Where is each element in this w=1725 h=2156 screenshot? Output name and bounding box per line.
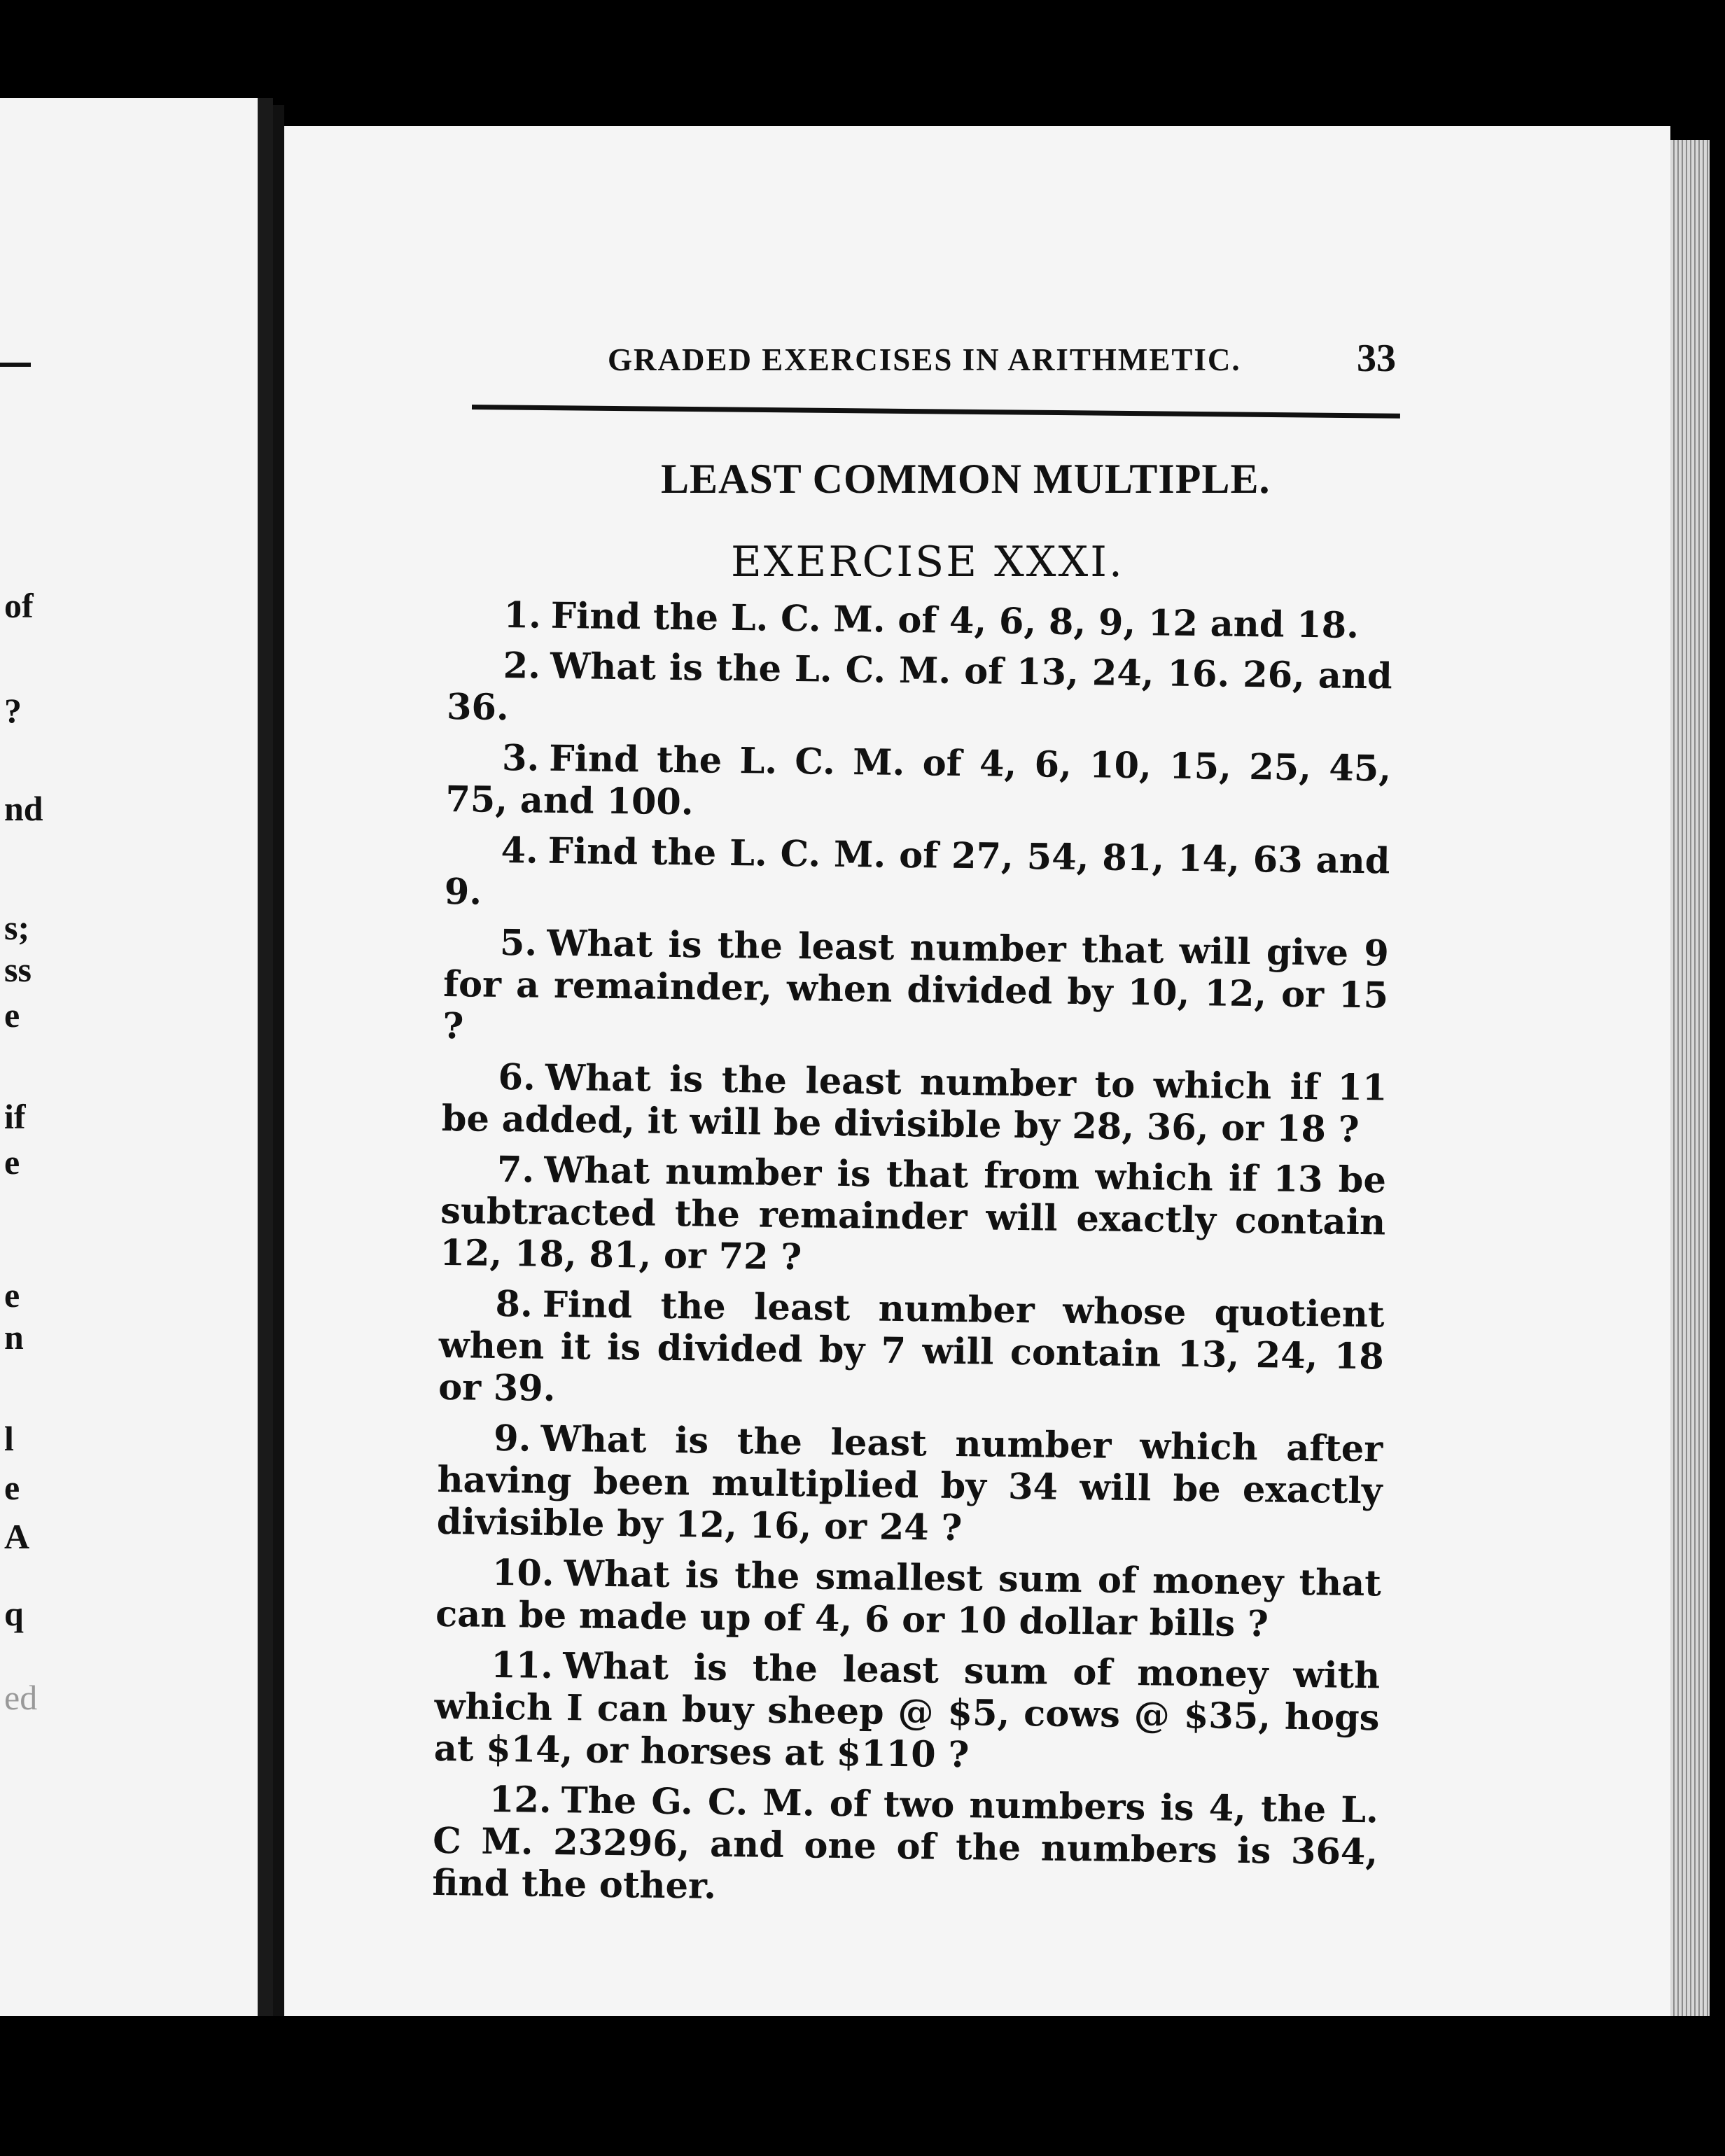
problem-item: [436, 1417, 1383, 1554]
exercise-title: EXERCISE XXXI.: [731, 538, 1124, 587]
facing-page-fragment: q: [4, 1594, 24, 1633]
problem-item: [442, 921, 1389, 1058]
facing-page-fragment: e: [4, 1142, 20, 1182]
facing-page-fragment: ed: [4, 1678, 38, 1717]
problem-number: 10.: [491, 1551, 555, 1595]
problem-item: [441, 1056, 1387, 1151]
problem-text: What is the least sum of money with which I can buy sheep @ $5, cows @ $35, hogs at $14, or horses at $110 ?: [433, 1645, 1381, 1777]
problem-item: [445, 736, 1391, 832]
facing-page-fragment: if: [4, 1097, 26, 1136]
problem-text: What is the L. C. M. of 13, 24, 16. 26, and 36.: [446, 645, 1393, 729]
page-number: 33: [1357, 337, 1396, 380]
problem-text: What is the least number which after having been multiplied by 34 will be exactly divisible by 12, 16, or 24 ?: [436, 1418, 1383, 1550]
facing-page-fragment: nd: [4, 789, 43, 828]
problem-item: [440, 1148, 1386, 1285]
problem-text: Find the L. C. M. of 4, 6, 10, 15, 25, 45, 75, and 100.: [445, 737, 1392, 824]
problem-text: Find the L. C. M. of 4, 6, 8, 9, 12 and 18.: [550, 594, 1360, 647]
problem-list: [432, 594, 1393, 1924]
facing-page-fragment: ss: [4, 950, 32, 989]
book-gutter: [258, 98, 273, 2016]
running-title: GRADED EXERCISES IN ARITHMETIC.: [608, 342, 1241, 377]
problem-number: 2.: [503, 644, 541, 687]
problem-text: Find the least number whose quotient when it is divided by 7 will contain 13, 24, 18 or 39.: [438, 1283, 1385, 1410]
problem-item: [435, 1551, 1381, 1646]
problem-item: [438, 1282, 1385, 1420]
facing-page-fragment: e: [4, 995, 20, 1035]
facing-page-fragment: A: [4, 1517, 30, 1556]
problem-text: Find the L. C. M. of 27, 54, 81, 14, 63 and 9.: [444, 830, 1390, 913]
problem-item: [444, 829, 1390, 924]
problem-item: [433, 1644, 1380, 1781]
facing-page-left: [0, 98, 258, 2016]
problem-number: 1.: [503, 594, 542, 637]
problem-number: 12.: [489, 1778, 552, 1821]
problem-text: What number is that from which if 13 be subtracted the remainder will exactly contain 12, 18, 81, or 72 ?: [440, 1149, 1387, 1279]
problem-text: What is the smallest sum of money that can be made up of 4, 6 or 10 dollar bills ?: [435, 1553, 1382, 1646]
book-spine-shadow: [273, 105, 284, 2016]
problem-number: 4.: [501, 829, 539, 872]
facing-page-rule: [0, 363, 31, 367]
problem-number: 8.: [495, 1282, 533, 1326]
section-title: LEAST COMMON MULTIPLE.: [661, 456, 1271, 502]
problem-number: 6.: [498, 1056, 536, 1099]
problem-number: 3.: [501, 736, 540, 780]
problem-number: 9.: [493, 1417, 531, 1460]
page-edges: [1670, 140, 1710, 2016]
problem-number: 11.: [490, 1644, 554, 1687]
facing-page-fragment: s;: [4, 908, 30, 947]
facing-page-fragment: e: [4, 1468, 20, 1507]
facing-page-fragment: of: [4, 586, 34, 625]
problem-text: What is the least number to which if 11 be added, it will be divisible by 28, 36, or 18 ?: [441, 1056, 1388, 1151]
facing-page-fragment: ?: [4, 691, 22, 730]
facing-page-fragment: l: [4, 1419, 14, 1458]
problem-item: [447, 644, 1392, 739]
problem-number: 5.: [499, 921, 538, 965]
problem-number: 7.: [496, 1148, 535, 1191]
problem-text: What is the least number that will give 9 for a remainder, when divided by 10, 12, or 15 ?: [442, 922, 1390, 1048]
facing-page-fragment: e: [4, 1275, 20, 1315]
problem-item: [432, 1778, 1378, 1915]
facing-page-fragment: n: [4, 1317, 24, 1357]
problem-text: The G. C. M. of two numbers is 4, the L. C M. 23296, and one of the numbers is 364, find the other.: [432, 1779, 1379, 1907]
